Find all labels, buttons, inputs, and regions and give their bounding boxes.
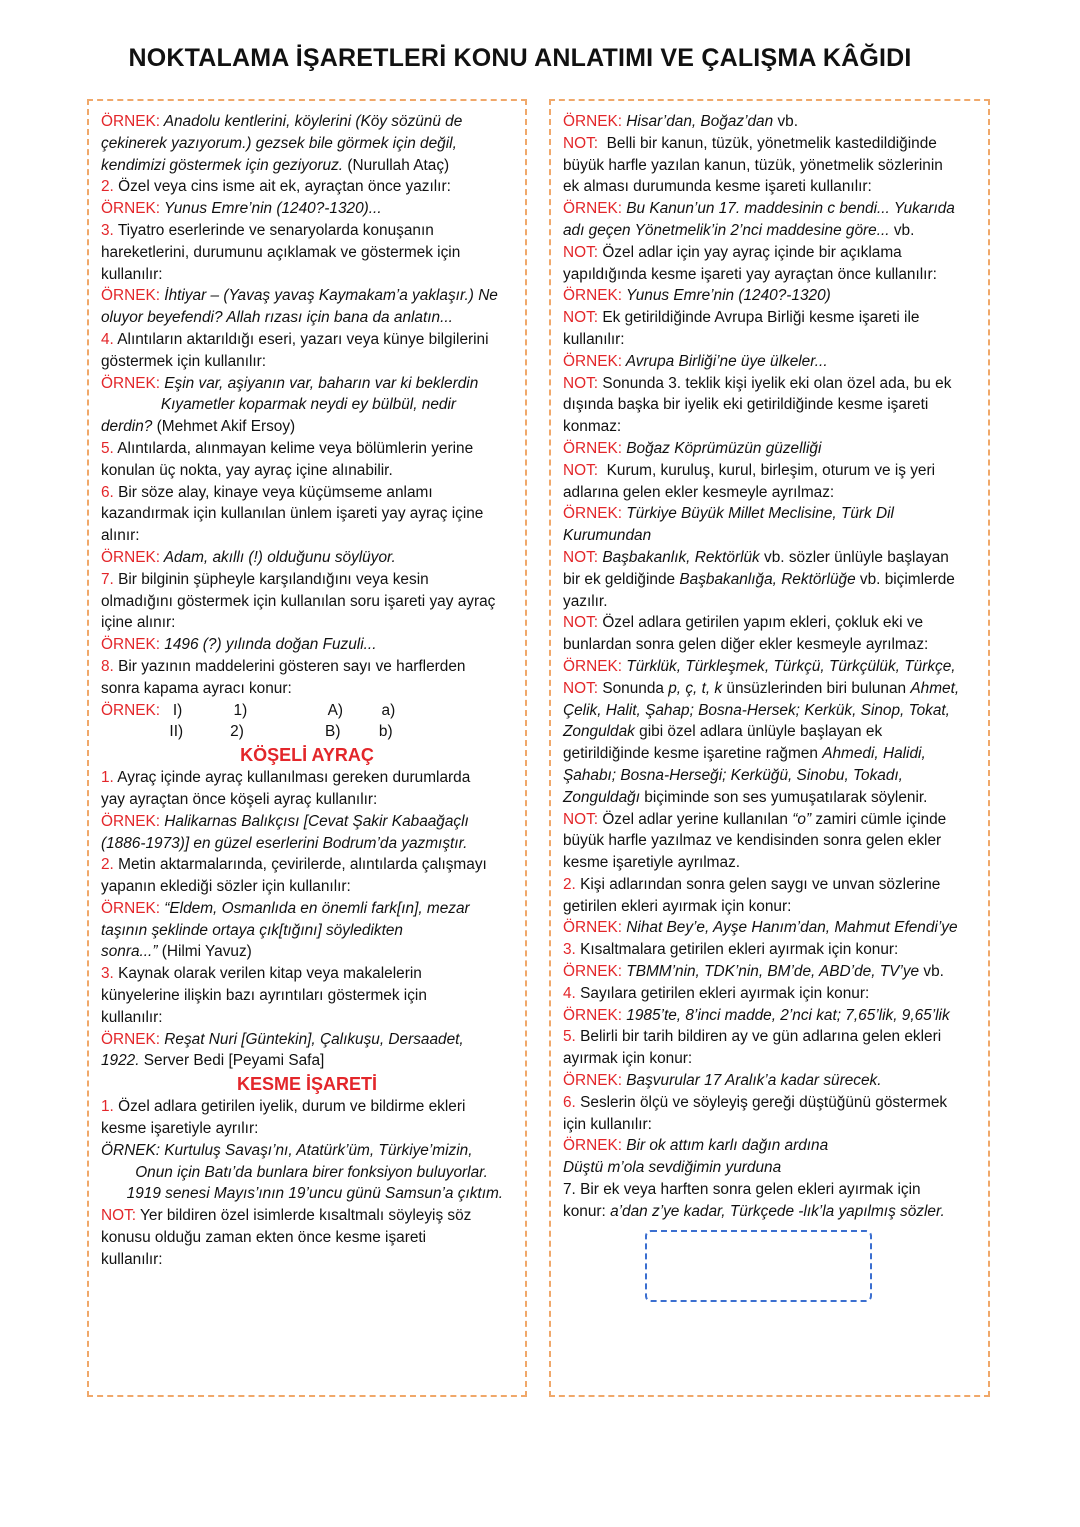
text-run: taşının şeklinde ortaya çık[tığını] söyledikten xyxy=(101,921,403,939)
text-run: II) 2) B) b) xyxy=(101,723,393,741)
text-line xyxy=(563,373,976,395)
text-line xyxy=(101,1205,513,1227)
text-line xyxy=(563,220,976,242)
text-run: yapıldığında kesme işareti yay ayraçtan önce kullanılır: xyxy=(563,265,937,283)
text-line xyxy=(101,700,513,722)
text-run: Özel veya cins isme ait ek, ayraçtan önce yazılır: xyxy=(113,178,451,196)
text-run: için kullanılır: xyxy=(563,1115,652,1133)
text-line xyxy=(563,809,976,831)
text-line xyxy=(101,721,513,743)
text-run: Eşin var, aşiyanın var, baharın var ki beklerdin xyxy=(160,374,479,392)
text-run: kazandırmak için kullanılan ünlem işareti yay ayraç içine xyxy=(101,505,484,523)
text-run: Reşat Nuri [Güntekin], Çalıkuşu, Dersaadet, xyxy=(160,1030,464,1048)
text-line xyxy=(563,896,976,918)
text-line xyxy=(101,264,513,286)
text-run: Zonguldak xyxy=(563,723,635,741)
text-line xyxy=(563,656,976,678)
text-run: Özel adlar için yay ayraç içinde bir açıklama xyxy=(598,243,902,261)
text-line xyxy=(101,176,513,198)
text-line xyxy=(563,111,976,133)
label-marker: ÖRNEK: xyxy=(101,1030,161,1048)
text-line xyxy=(563,721,976,743)
text-run: hareketlerini, durumunu açıklamak ve göstermek için xyxy=(101,243,461,261)
text-run: Yunus Emre’nin (1240?-1320) xyxy=(622,287,831,305)
text-line xyxy=(101,220,513,242)
text-run: Kaynak olarak verilen kitap veya makalelerin xyxy=(113,965,422,983)
text-line xyxy=(101,416,513,438)
text-line xyxy=(101,307,513,329)
label-marker: ÖRNEK: xyxy=(101,287,161,305)
label-marker: ÖRNEK: xyxy=(101,899,161,917)
text-run: getirilen ekleri ayırmak için konur: xyxy=(563,897,792,915)
label-marker: NOT: xyxy=(563,243,599,261)
label-marker: 2. xyxy=(563,875,576,893)
text-run: kesme işaretiyle ayrılmaz. xyxy=(563,854,741,872)
section-heading: KESME İŞARETİ xyxy=(236,1074,378,1095)
text-run: Bir yazının maddelerini gösteren sayı ve harflerden xyxy=(113,657,466,675)
text-run: ÖRNEK: Kurtuluş Savaşı’nı, Atatürk’üm, Türkiye’mizin, xyxy=(101,1141,473,1159)
text-run: Türkiye Büyük Millet Meclisine, Türk Dil xyxy=(622,505,894,523)
label-marker: 3. xyxy=(101,965,114,983)
text-run: olmadığını göstermek için kullanılan soru işareti yay ayraç xyxy=(101,592,496,610)
text-line xyxy=(101,155,513,177)
text-line xyxy=(101,612,513,634)
text-run: Ayraç içinde ayraç kullanılması gereken durumlarda xyxy=(113,769,471,787)
label-marker: ÖRNEK: xyxy=(101,374,161,392)
text-line xyxy=(563,285,976,307)
text-run: yapanın eklediği sözler için kullanılır: xyxy=(101,878,351,896)
label-marker: 7. xyxy=(101,570,114,588)
text-run: çekinerek yazıyorum.) gezsek bile görmek için değil, xyxy=(101,134,457,152)
text-run: konur: xyxy=(563,1202,611,1220)
text-run: Kurumundan xyxy=(563,527,652,545)
label-marker: 4. xyxy=(563,984,576,1002)
text-run: alınır: xyxy=(101,527,140,545)
text-line xyxy=(101,111,513,133)
text-run: (1886-1973)] en güzel eserlerini Bodrum’da yazmıştır. xyxy=(101,834,468,852)
text-run: Başvurular 17 Aralık’a kadar sürecek. xyxy=(622,1072,882,1090)
label-marker: ÖRNEK: xyxy=(101,113,161,130)
text-run: Şahabı; Bosna-Herseği; Kerküğü, Sinobu, Tokadı, xyxy=(563,766,903,784)
text-line xyxy=(101,525,513,547)
text-line xyxy=(101,1227,513,1249)
text-run: vb. xyxy=(889,221,915,239)
text-line xyxy=(563,438,976,460)
text-line xyxy=(101,285,513,307)
text-run: Özel adlara getirilen yapım ekleri, çokluk eki ve xyxy=(598,614,924,632)
text-line xyxy=(101,1162,513,1184)
text-run: 1919 senesi Mayıs’ının 19’uncu günü Samsun’a çıktım. xyxy=(101,1185,504,1203)
label-marker: ÖRNEK: xyxy=(101,548,161,566)
text-run: gibi özel adlara ünlüyle başlayan ek xyxy=(634,723,883,741)
text-line xyxy=(563,874,976,896)
text-line xyxy=(563,329,976,351)
text-line xyxy=(563,547,976,569)
text-line xyxy=(563,787,976,809)
label-marker: 5. xyxy=(101,439,114,457)
text-line xyxy=(563,242,976,264)
text-run: kendimizi göstermek için geziyoruz. xyxy=(101,156,344,174)
text-run: sonra kapama ayracı konur: xyxy=(101,679,292,697)
label-marker: 5. xyxy=(563,1028,576,1046)
text-line xyxy=(101,547,513,569)
label-marker: NOT: xyxy=(563,461,599,479)
text-line xyxy=(101,373,513,395)
text-run: Düştü m’ola sevdiğimin yurduna xyxy=(563,1159,782,1177)
text-run: sonra...” xyxy=(101,943,158,961)
text-line xyxy=(101,656,513,678)
text-run: Bir ok attım karlı dağın ardına xyxy=(622,1137,829,1155)
text-run: Server Bedi [Peyami Safa] xyxy=(139,1052,325,1070)
blank-answer-box xyxy=(645,1230,872,1302)
text-line xyxy=(563,503,976,525)
text-line xyxy=(101,833,513,855)
text-run: (Mehmet Akif Ersoy) xyxy=(152,418,296,436)
text-line xyxy=(101,876,513,898)
text-line xyxy=(563,743,976,765)
text-line xyxy=(563,1157,976,1179)
text-line xyxy=(101,482,513,504)
text-run: kullanılır: xyxy=(563,330,625,348)
text-run: konusu olduğu zaman ekten önce kesme işareti xyxy=(101,1229,427,1247)
text-run: “o” xyxy=(792,810,812,828)
text-line xyxy=(101,634,513,656)
text-run: getirildiğinde kesme işaretine rağmen xyxy=(563,745,823,763)
text-run: Kurum, kuruluş, kurul, birleşim, oturum ve iş yeri xyxy=(598,461,936,479)
text-run: 7. Bir ek veya harften sonra gelen ekleri ayırmak için xyxy=(563,1181,921,1199)
text-line xyxy=(101,503,513,525)
text-run: Özel adlara getirilen iyelik, durum ve bildirme ekleri xyxy=(113,1098,466,1116)
text-run: ek alması durumunda kesme işareti kullanılır: xyxy=(563,178,872,196)
text-run: Kıyametler koparmak neydi ey bülbül, nedir xyxy=(101,396,456,414)
text-run: zamiri cümle içinde xyxy=(811,810,947,828)
text-line xyxy=(563,1070,976,1092)
text-line xyxy=(563,917,976,939)
text-line xyxy=(101,1249,513,1271)
text-run: ayırmak için konur: xyxy=(563,1050,693,1068)
text-run: yazılır. xyxy=(563,592,608,610)
text-line xyxy=(101,854,513,876)
text-line xyxy=(101,394,513,416)
text-line xyxy=(101,1140,513,1162)
text-run: Anadolu kentlerini, köylerini (Köy sözünü de xyxy=(160,113,463,130)
text-run: Sonunda 3. teklik kişi iyelik eki olan özel ada, bu ek xyxy=(598,374,952,392)
text-run: yay ayraçtan önce köşeli ayraç kullanılır: xyxy=(101,790,378,808)
label-marker: ÖRNEK: xyxy=(563,113,623,130)
text-run: Halikarnas Balıkçısı [Cevat Şakir Kabaağaçlı xyxy=(160,812,469,830)
text-line xyxy=(101,941,513,963)
text-line xyxy=(563,1114,976,1136)
text-line xyxy=(101,1096,513,1118)
text-run: vb. xyxy=(919,963,944,981)
label-marker: ÖRNEK: xyxy=(563,439,623,457)
text-line xyxy=(563,133,976,155)
label-marker: NOT: xyxy=(563,810,599,828)
text-run: I) 1) A) a) xyxy=(160,701,396,719)
text-line xyxy=(563,482,976,504)
text-line xyxy=(563,198,976,220)
text-run: vb. xyxy=(773,113,798,130)
text-line xyxy=(101,591,513,613)
text-line xyxy=(101,789,513,811)
text-run: Ahmedi, Halidi, xyxy=(822,745,926,763)
text-run: Başbakanlığa, Rektörlüğe xyxy=(679,570,856,588)
text-run: Özel adlar yerine kullanılan xyxy=(598,810,793,828)
label-marker: NOT: xyxy=(563,614,599,632)
label-marker: 1. xyxy=(101,769,114,787)
text-line xyxy=(563,830,976,852)
text-run: Sonunda xyxy=(598,679,669,697)
text-run: Yer bildiren özel isimlerde kısaltmalı söyleyiş söz xyxy=(136,1207,472,1225)
text-line xyxy=(563,155,976,177)
text-run: Ahmet, xyxy=(910,679,960,697)
text-run: Yunus Emre’nin (1240?-1320)... xyxy=(160,200,382,218)
text-run: Bir bilginin şüpheyle karşılandığını veya kesin xyxy=(113,570,429,588)
left-column xyxy=(87,99,527,1397)
text-run: Avrupa Birliği’ne üye ülkeler... xyxy=(622,352,828,370)
text-run: dışında başka bir iyelik eki getirildiğinde kesme işareti xyxy=(563,396,929,414)
label-marker: ÖRNEK: xyxy=(101,812,161,830)
text-run: Belirli bir tarih bildiren ay ve gün adlarına gelen ekleri xyxy=(575,1028,942,1046)
text-line xyxy=(563,765,976,787)
text-run: Metin aktarmalarında, çevirilerde, alıntılarda çalışmayı xyxy=(113,856,487,874)
label-marker: 2. xyxy=(101,856,114,874)
label-marker: 6. xyxy=(101,483,114,501)
section-heading: KÖŞELİ AYRAÇ xyxy=(240,745,374,766)
label-marker: NOT: xyxy=(563,548,599,566)
text-line xyxy=(563,591,976,613)
text-line xyxy=(101,1050,513,1072)
text-run: a’dan z’ye kadar, Türkçede -lık’la yapılmış sözler. xyxy=(610,1202,945,1220)
text-line xyxy=(101,329,513,351)
text-run: adlarına gelen ekler kesmeyle ayrılmaz: xyxy=(563,483,835,501)
text-run: Kısaltmalara getirilen ekleri ayırmak için konur: xyxy=(575,941,899,959)
text-line xyxy=(563,569,976,591)
text-run: konmaz: xyxy=(563,418,622,436)
text-run: içine alınır: xyxy=(101,614,176,632)
text-line xyxy=(563,939,976,961)
text-run: Boğaz Köprümüzün güzelliği xyxy=(622,439,822,457)
text-line xyxy=(563,525,976,547)
text-run: Belli bir kanun, tüzük, yönetmelik kastedildiğinde xyxy=(598,134,937,152)
text-line xyxy=(101,1029,513,1051)
label-marker: ÖRNEK: xyxy=(101,200,161,218)
label-marker: ÖRNEK: xyxy=(563,505,623,523)
text-run: “Eldem, Osmanlıda en önemli fark[ın], mezar xyxy=(160,899,470,917)
text-run: (Hilmi Yavuz) xyxy=(157,943,252,961)
text-run: 1496 (?) yılında doğan Fuzuli... xyxy=(160,636,377,654)
text-line xyxy=(101,985,513,1007)
text-run: bir ek geldiğinde xyxy=(563,570,680,588)
text-line xyxy=(101,963,513,985)
text-run: Ek getirildiğinde Avrupa Birliği kesme işareti ile xyxy=(598,309,920,327)
text-line xyxy=(563,612,976,634)
label-marker: ÖRNEK: xyxy=(563,1137,623,1155)
text-run: kesme işaretiyle ayrılır: xyxy=(101,1120,259,1138)
text-line xyxy=(563,852,976,874)
text-run: Zonguldağı xyxy=(563,788,641,806)
label-marker: ÖRNEK: xyxy=(563,287,623,305)
label-marker: NOT: xyxy=(563,374,599,392)
text-line xyxy=(563,1005,976,1027)
text-line xyxy=(563,961,976,983)
text-run: oluyor beyefendi? Allah rızası için bana da anlatın... xyxy=(101,309,453,327)
label-marker: ÖRNEK: xyxy=(563,657,623,675)
label-marker: NOT: xyxy=(563,679,599,697)
label-marker: 1. xyxy=(101,1098,114,1116)
text-line xyxy=(563,307,976,329)
text-run: Bu Kanun’un 17. maddesinin c bendi... Yukarıda xyxy=(622,200,955,218)
text-run: Bir söze alay, kinaye veya küçümseme anlamı xyxy=(113,483,433,501)
label-marker: 3. xyxy=(101,221,114,239)
text-run: İhtiyar – (Yavaş yavaş Kaymakam’a yaklaşır.) Ne xyxy=(160,287,498,305)
text-line xyxy=(101,678,513,700)
right-column xyxy=(549,99,990,1397)
label-marker: 6. xyxy=(563,1093,576,1111)
label-marker: ÖRNEK: xyxy=(563,1072,623,1090)
text-line xyxy=(563,700,976,722)
text-run: derdin? xyxy=(101,418,153,436)
text-run: Başbakanlık, Rektörlük xyxy=(598,548,760,566)
text-line xyxy=(101,1118,513,1140)
text-run: p, ç, t, k xyxy=(668,679,723,697)
text-line xyxy=(101,898,513,920)
text-run: 1985’te, 8’inci madde, 2’nci kat; 7,65’lik, 9,65’lik xyxy=(622,1006,950,1024)
text-run: bunlardan sonra gelen diğer ekler kesmeyle ayrılmaz: xyxy=(563,636,929,654)
text-line xyxy=(101,460,513,482)
text-line xyxy=(563,1135,976,1157)
text-run: kullanılır: xyxy=(101,1008,163,1026)
label-marker: ÖRNEK: xyxy=(563,919,623,937)
text-run: adı geçen Yönetmelik’in 2’nci maddesine göre... xyxy=(563,221,890,239)
label-marker: 8. xyxy=(101,657,114,675)
text-line xyxy=(563,678,976,700)
text-run: künyelerine ilişkin bazı ayrıntıları göstermek için xyxy=(101,987,427,1005)
text-run: (Nurullah Ataç) xyxy=(343,156,450,174)
text-line xyxy=(563,983,976,1005)
text-run: vb. biçimlerde xyxy=(855,570,955,588)
text-run: Türklük, Türkleşmek, Türkçü, Türkçülük, Türkçe, xyxy=(622,657,956,675)
label-marker: 2. xyxy=(101,178,114,196)
label-marker: NOT: xyxy=(563,134,599,152)
text-line xyxy=(563,1092,976,1114)
page-title: NOKTALAMA İŞARETLERİ KONU ANLATIMI VE ÇALIŞMA KÂĞIDI xyxy=(128,44,912,72)
label-marker: ÖRNEK: xyxy=(563,1006,623,1024)
text-line xyxy=(563,1179,976,1201)
text-run: Tiyatro eserlerinde ve senaryolarda konuşanın xyxy=(113,221,434,239)
text-line xyxy=(563,1026,976,1048)
text-line xyxy=(563,394,976,416)
label-marker: ÖRNEK: xyxy=(563,200,623,218)
text-line xyxy=(101,569,513,591)
text-run: büyük harfle yazılan kanun, tüzük, yönetmelik sözlerinin xyxy=(563,156,943,174)
text-line xyxy=(101,198,513,220)
text-run: Sayılara getirilen ekleri ayırmak için konur: xyxy=(575,984,870,1002)
text-line xyxy=(563,634,976,656)
label-marker: ÖRNEK: xyxy=(101,701,161,719)
text-line xyxy=(563,1048,976,1070)
text-line xyxy=(101,242,513,264)
text-run: TBMM’nin, TDK’nin, BM’de, ABD’de, TV’ye xyxy=(622,963,920,981)
text-run: Adam, akıllı (!) olduğunu söylüyor. xyxy=(160,548,396,566)
text-run: Alıntıların aktarıldığı eseri, yazarı veya künye bilgilerini xyxy=(113,330,489,348)
text-line xyxy=(563,351,976,373)
text-line xyxy=(101,438,513,460)
text-run: Onun için Batı’da bunlara birer fonksiyon buluyorlar. xyxy=(101,1163,488,1181)
text-run: Hisar’dan, Boğaz’dan xyxy=(622,113,774,130)
text-line xyxy=(563,460,976,482)
text-line xyxy=(101,351,513,373)
text-line xyxy=(563,264,976,286)
text-run: biçiminde son ses yumuşatılarak söylenir. xyxy=(640,788,928,806)
text-line xyxy=(563,416,976,438)
text-line xyxy=(101,920,513,942)
label-marker: ÖRNEK: xyxy=(563,963,623,981)
text-run: göstermek için kullanılır: xyxy=(101,352,267,370)
text-run: konulan üç nokta, yay ayraç içine alınabilir. xyxy=(101,461,393,479)
text-line xyxy=(101,1183,513,1205)
text-line xyxy=(563,176,976,198)
text-run: Alıntılarda, alınmayan kelime veya bölümlerin yerine xyxy=(113,439,474,457)
label-marker: ÖRNEK: xyxy=(101,636,161,654)
text-run: kullanılır: xyxy=(101,265,163,283)
label-marker: NOT: xyxy=(563,309,599,327)
text-run: vb. sözler ünlüyle başlayan xyxy=(759,548,949,566)
text-line xyxy=(563,1201,976,1223)
text-run: Kişi adlarından sonra gelen saygı ve unvan sözlerine xyxy=(575,875,941,893)
text-line xyxy=(101,811,513,833)
text-run: Nihat Bey’e, Ayşe Hanım’dan, Mahmut Efendi’ye xyxy=(622,919,958,937)
text-run: 1922. xyxy=(101,1052,140,1070)
text-line xyxy=(101,767,513,789)
label-marker: NOT: xyxy=(101,1207,137,1225)
text-run: kullanılır: xyxy=(101,1250,163,1268)
text-run: Seslerin ölçü ve söyleyiş gereği düştüğünü göstermek xyxy=(575,1093,948,1111)
text-run: büyük harfle yazılmaz ve kendisinden sonra gelen ekler xyxy=(563,832,942,850)
text-line xyxy=(101,133,513,155)
text-run: ünsüzlerinden biri bulunan xyxy=(722,679,911,697)
label-marker: 3. xyxy=(563,941,576,959)
text-run: Çelik, Halit, Şahap; Bosna-Hersek; Kerkük, Sinop, Tokat, xyxy=(563,701,950,719)
label-marker: 4. xyxy=(101,330,114,348)
label-marker: ÖRNEK: xyxy=(563,352,623,370)
text-line xyxy=(101,1007,513,1029)
